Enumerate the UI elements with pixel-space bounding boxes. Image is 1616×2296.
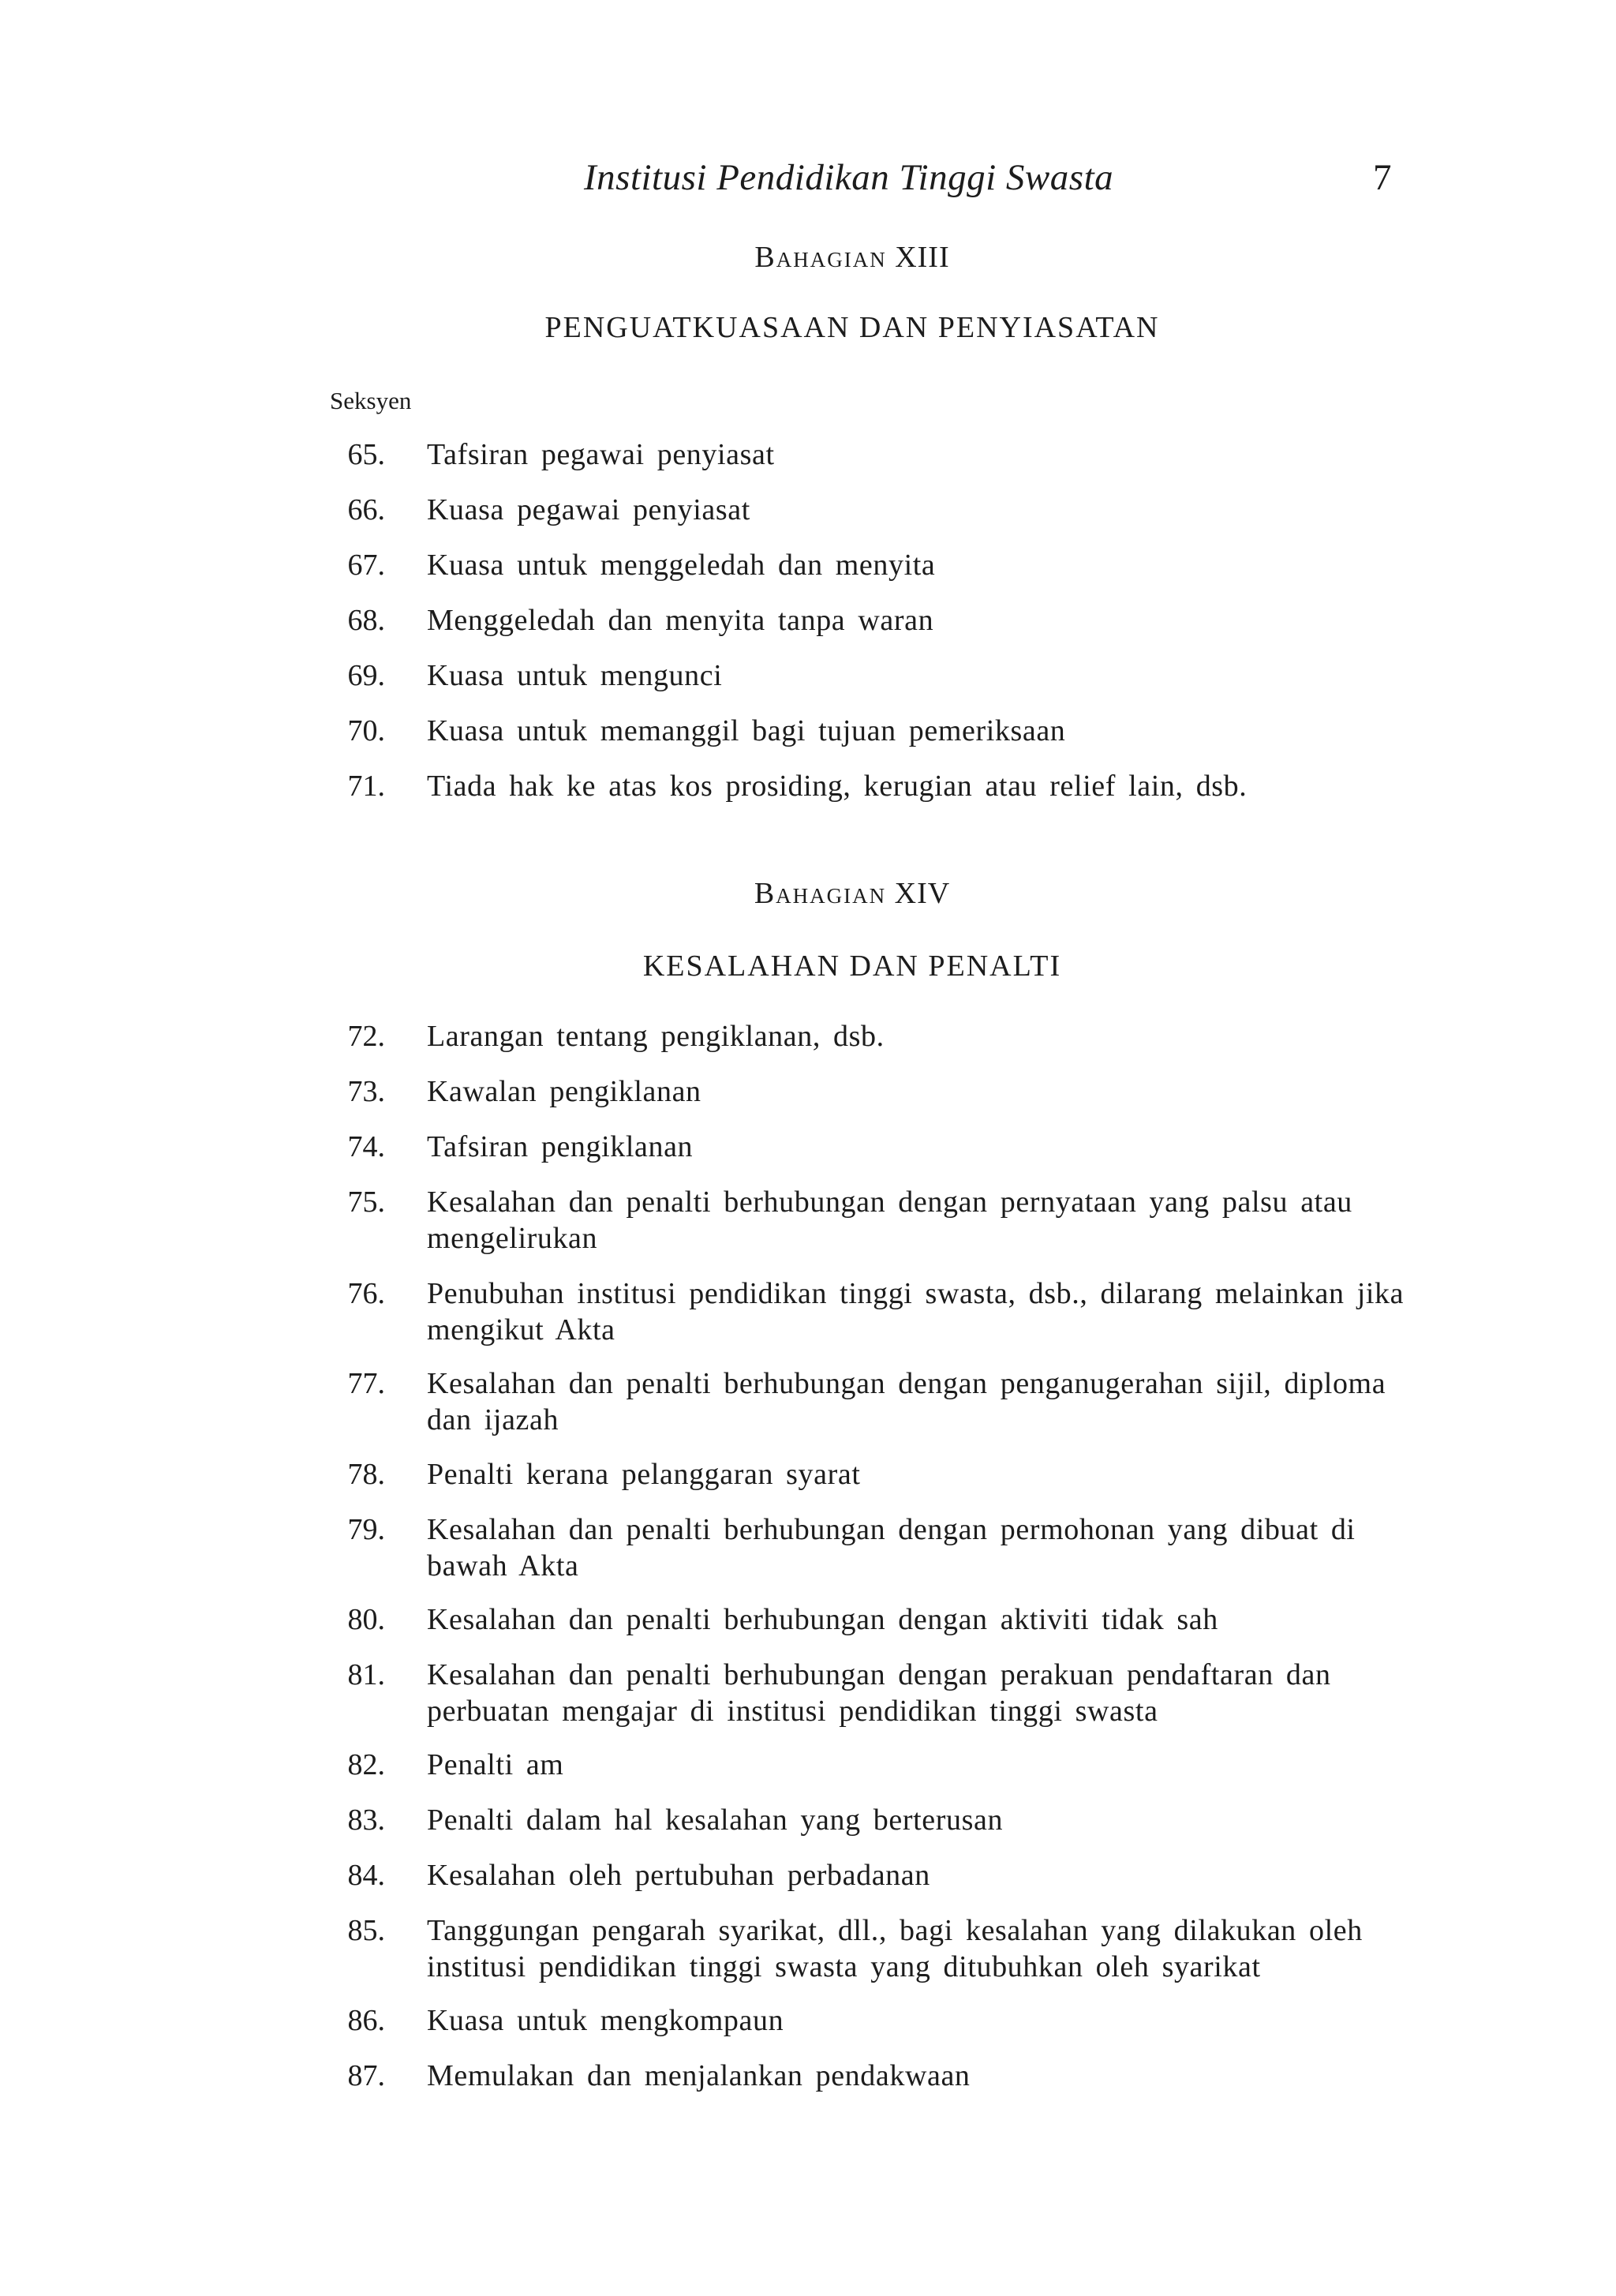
section-title: Kuasa untuk menggeledah dan menyita (427, 549, 936, 582)
section-number: 83. (347, 1803, 385, 1837)
section-title: Tanggungan pengarah syarikat, dll., bagi kesalahan yang dilakukan oleh institusi pendidikan tinggi swasta yang ditubuhkan oleh syarikat (427, 1914, 1363, 1983)
part-xiii-title: PENGUATKUASAAN DAN PENYIASATAN (544, 311, 1160, 344)
section-number: 70. (347, 714, 385, 747)
section-title: Kesalahan dan penalti berhubungan dengan permohonan yang dibuat di bawah Akta (427, 1513, 1356, 1582)
section-title: Kuasa pegawai penyiasat (427, 493, 750, 526)
section-number: 78. (347, 1458, 385, 1491)
section-number: 73. (347, 1075, 385, 1108)
section-number: 87. (347, 2059, 385, 2092)
section-title: Penalti kerana pelanggaran syarat (427, 1458, 861, 1491)
section-title: Kuasa untuk mengkompaun (427, 2004, 784, 2037)
part-xiv-label (0, 876, 1616, 911)
section-number: 82. (347, 1748, 385, 1781)
section-number: 84. (347, 1859, 385, 1892)
section-number: 76. (347, 1277, 385, 1310)
section-number: 85. (347, 1914, 385, 1947)
section-title: Tafsiran pengiklanan (427, 1130, 694, 1163)
section-number: 68. (347, 604, 385, 637)
section-number: 66. (347, 493, 385, 526)
section-number: 74. (347, 1130, 385, 1163)
seksyen-label: Seksyen (330, 387, 412, 414)
part-xiii-label-word: Bahagian (754, 241, 887, 274)
part-xiv-title: KESALAHAN DAN PENALTI (642, 949, 1062, 983)
section-title: Penalti am (427, 1748, 564, 1781)
section-title: Memulakan dan menjalankan pendakwaan (427, 2059, 971, 2092)
section-number: 81. (347, 1658, 385, 1691)
section-number: 69. (347, 659, 385, 692)
section-number: 79. (347, 1513, 385, 1546)
section-title: Tiada hak ke atas kos prosiding, kerugian atau relief lain, dsb. (427, 770, 1248, 803)
section-title: Menggeledah dan menyita tanpa waran (427, 604, 934, 637)
section-title: Larangan tentang pengiklanan, dsb. (427, 1020, 885, 1053)
section-number: 71. (347, 770, 385, 803)
section-title: Kuasa untuk mengunci (427, 659, 723, 692)
section-title: Kesalahan oleh pertubuhan perbadanan (427, 1859, 930, 1892)
section-title: Tafsiran pegawai penyiasat (427, 438, 775, 471)
part-xiv-label-word: Bahagian (754, 877, 887, 910)
section-title: Kesalahan dan penalti berhubungan dengan perakuan pendaftaran dan perbuatan mengajar di institusi pendidikan tinggi swasta (427, 1658, 1331, 1728)
section-title: Penalti dalam hal kesalahan yang berterusan (427, 1803, 1004, 1837)
section-title: Kuasa untuk memanggil bagi tujuan pemeriksaan (427, 714, 1066, 747)
section-number: 75. (347, 1185, 385, 1219)
section-number: 77. (347, 1367, 385, 1400)
section-title: Penubuhan institusi pendidikan tinggi swasta, dsb., dilarang melainkan jika mengikut Akta (427, 1277, 1405, 1347)
part-xiii-label-numeral: XIII (895, 241, 950, 274)
running-title: Institusi Pendidikan Tinggi Swasta (584, 157, 1114, 198)
section-title: Kesalahan dan penalti berhubungan dengan pernyataan yang palsu atau mengelirukan (427, 1185, 1352, 1255)
part-xiii-label (0, 240, 1616, 275)
section-number: 67. (347, 549, 385, 582)
page-number: 7 (1373, 157, 1392, 198)
section-title: Kesalahan dan penalti berhubungan dengan penganugerahan sijil, diploma dan ijazah (427, 1367, 1386, 1436)
section-title: Kesalahan dan penalti berhubungan dengan aktiviti tidak sah (427, 1603, 1218, 1636)
section-number: 80. (347, 1603, 385, 1636)
section-number: 72. (347, 1020, 385, 1053)
part-xiv-label-numeral: XIV (894, 877, 951, 910)
section-number: 86. (347, 2004, 385, 2037)
running-head (0, 156, 1616, 212)
section-title: Kawalan pengiklanan (427, 1075, 701, 1108)
section-number: 65. (347, 438, 385, 471)
